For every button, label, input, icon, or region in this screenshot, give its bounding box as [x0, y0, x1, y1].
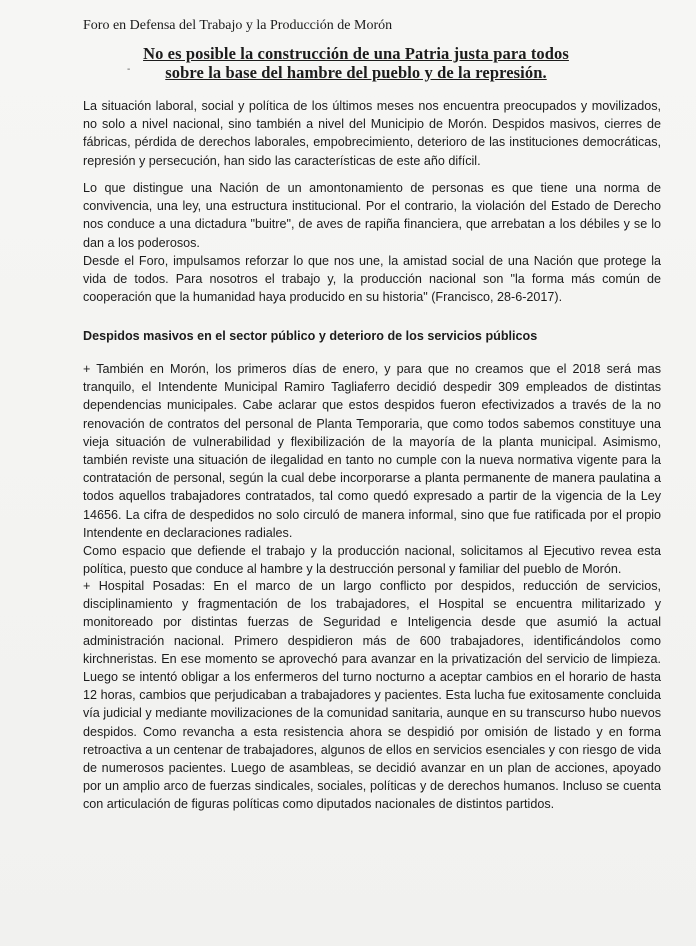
paragraph-municipal-layoffs: + También en Morón, los primeros días de enero, y para que no creamos que el 2018 será mas tranquilo, el Intendente Municipal Ramiro Tagliaferro decidió despedir 309 empleados de distintas dependencias municipales. Cabe aclarar que estos despidos fueron efectivizados a través de la no renovación de contratos del personal de Planta Temporaria, que como todos sabemos constituye una vieja situación de vulnerabilidad y flexibilización de la mayoría de la planta municipal. Asimismo, también reviste una situación de ilegalidad en tanto no cumple con la nueva normativa vigente para la contratación de personal, según la cual debe incorporarse a planta permanente de manera paulatina a todos aquellos trabajadores contratados, tal como quedó expresado a partir de la vigencia de la Ley 14656. La cifra de despedidos no solo circuló de manera informal, sino que fue ratificada por el propio Intendente en declaraciones radiales. — [83, 362, 661, 540]
section-hospital — [83, 577, 661, 814]
organization-name: Foro en Defensa del Trabajo y la Producción de Morón — [83, 18, 393, 33]
paragraph-situation: La situación laboral, social y política de los últimos meses nos encuentra preocupados y movilizados, no solo a nivel nacional, sino también a nivel del Municipio de Morón. Despidos masivos, cierres de fábricas, pérdida de derechos laborales, empobrecimiento, deterioro de las instituciones democráticas, represión y persecución, han sido las características de este año difícil. — [83, 99, 661, 168]
section-municipal — [83, 360, 661, 578]
section-heading: Despidos masivos en el sector público y deterioro de los servicios públicos — [83, 329, 538, 343]
paragraph-hospital-posadas: + Hospital Posadas: En el marco de un largo conflicto por despidos, reducción de servicios, disciplinamiento y fragmentación de los trabajadores, el Hospital se encuentra militarizado y monitoreado por distintas fuerzas de Seguridad e Inteligencia desde que asumió la actual administración nacional. Primero despidieron más de 600 trabajadores, identificándolos como kirchneristas. En ese momento se aprovechó para avanzar en la privatización del servicio de limpieza. Luego se intentó obligar a los enfermeros del turno nocturno a aceptar cambios en el horario de hasta 12 horas, cambios que perjudicaban a trabajadores y pacientes. Esta lucha fue exitosamente concluida vía judicial y mediante movilizaciones de la comunidad sanitaria, aunque en su transcurso hubo nuevos despidos. Como revancha a esta resistencia ahora se despidió por omisión de listado y en forma retroactiva a un centenar de trabajadores, algunos de ellos en servicios esenciales y con riesgo de vida de numerosos pacientes. Luego de asambleas, se decidió avanzar en un plan de acciones, apoyado por un amplio arco de fuerzas sindicales, sociales, políticas y de derechos humanos. Incluso se cuenta con articulación de figuras políticas como diputados nacionales de distintos partidos. — [83, 579, 661, 812]
document-title-line-2: sobre la base del hambre del pueblo y de la represión. — [165, 63, 547, 82]
section-intro — [83, 97, 661, 170]
document-title-line-1: No es posible la construcción de una Patria justa para todos — [143, 44, 569, 63]
paragraph-request: Como espacio que defiende el trabajo y la producción nacional, solicitamos al Ejecutivo revea esta política, puesto que conduce al hambre y la destrucción personal y familiar del pueblo de Morón. — [83, 544, 661, 577]
paragraph-nation: Lo que distingue una Nación de un amontonamiento de personas es que tiene una norma de convivencia, una ley, una estructura institucional. Por el contrario, la violación del Estado de Derecho nos conduce a una dictadura "buitre", de aves de rapiña financiera, que arrebatan a los débiles y se lo dan a los poderosos. — [83, 181, 661, 250]
section-nation — [83, 179, 661, 306]
paragraph-forum: Desde el Foro, impulsamos reforzar lo que nos une, la amistad social de una Nación que protege la vida de todos. Para nosotros el trabajo y, la producción nacional son "la forma más común de cooperación que la humanidad haya producido en su historia" (Francisco, 28-6-2017). — [83, 253, 661, 305]
stray-mark: - — [127, 64, 131, 75]
